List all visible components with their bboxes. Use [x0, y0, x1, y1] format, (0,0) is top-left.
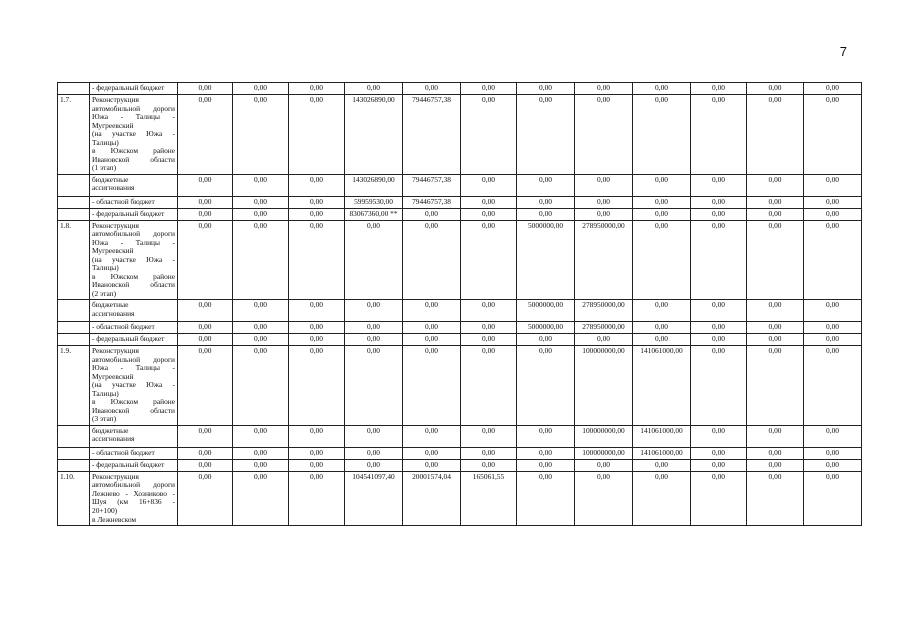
project-row [58, 471, 862, 525]
amount-cell: 0,00 [691, 447, 747, 459]
amount-cell: 0,00 [461, 208, 517, 220]
row-label [90, 459, 178, 471]
amount-cell: 0,00 [575, 459, 633, 471]
budget-subrow [58, 83, 862, 95]
amount-cell: 59959530,00 [345, 196, 403, 208]
budget-subrow [58, 196, 862, 208]
amount-cell: 0,00 [403, 208, 461, 220]
amount-cell: 0,00 [233, 322, 289, 334]
amount-cell: 5000000,00 [517, 220, 575, 300]
amount-cell: 0,00 [178, 95, 233, 175]
amount-cell: 0,00 [178, 322, 233, 334]
amount-cell: 0,00 [178, 447, 233, 459]
label-line: Реконструкция [92, 471, 139, 481]
amount-cell: 0,00 [178, 196, 233, 208]
amount-cell: 0,00 [691, 322, 747, 334]
amount-cell: 0,00 [345, 447, 403, 459]
amount-cell: 0,00 [403, 447, 461, 459]
amount-cell: 0,00 [517, 346, 575, 426]
amount-cell: 0,00 [691, 459, 747, 471]
amount-cell: 0,00 [345, 346, 403, 426]
amount-cell: 0,00 [575, 208, 633, 220]
amount-cell: 79446757,38 [403, 95, 461, 175]
budget-alloc-row [58, 425, 862, 447]
row-label [90, 334, 178, 346]
amount-cell: 0,00 [178, 220, 233, 300]
amount-cell: 0,00 [575, 95, 633, 175]
amount-cell: 0,00 [403, 334, 461, 346]
amount-cell: 278950000,00 [575, 300, 633, 322]
amount-cell: 0,00 [691, 220, 747, 300]
label-line: ассигнования [92, 434, 135, 444]
item-number [58, 425, 90, 447]
amount-cell: 0,00 [633, 95, 691, 175]
amount-cell: 0,00 [575, 83, 633, 95]
label-line: Южа - Талицы - [92, 363, 175, 373]
amount-cell: 0,00 [691, 471, 747, 525]
amount-cell: 0,00 [178, 425, 233, 447]
amount-cell: 0,00 [517, 196, 575, 208]
amount-cell: 0,00 [461, 322, 517, 334]
amount-cell: 0,00 [691, 208, 747, 220]
amount-cell: 141061000,00 [633, 447, 691, 459]
amount-cell: 0,00 [747, 208, 804, 220]
label-line: Южа - Талицы - [92, 112, 175, 122]
page-number: 7 [839, 44, 847, 59]
label-line: - федеральный бюджет [92, 208, 165, 218]
amount-cell: 0,00 [178, 471, 233, 525]
amount-cell: 0,00 [403, 425, 461, 447]
amount-cell: 0,00 [633, 83, 691, 95]
amount-cell: 83067360,00 ** [345, 208, 403, 220]
row-label [90, 83, 178, 95]
amount-cell: 0,00 [289, 220, 345, 300]
amount-cell: 0,00 [804, 174, 862, 196]
row-label [90, 196, 178, 208]
amount-cell: 143026890,00 [345, 95, 403, 175]
amount-cell: 0,00 [289, 334, 345, 346]
amount-cell: 0,00 [345, 220, 403, 300]
item-number: 1.10. [58, 471, 90, 525]
amount-cell: 0,00 [633, 322, 691, 334]
row-label [90, 346, 178, 426]
amount-cell: 0,00 [461, 346, 517, 426]
label-line: - федеральный бюджет [92, 459, 165, 469]
amount-cell: 0,00 [345, 300, 403, 322]
label-line: (на участке Южа - [92, 380, 175, 390]
amount-cell: 0,00 [747, 174, 804, 196]
amount-cell: 0,00 [517, 95, 575, 175]
amount-cell: 0,00 [517, 174, 575, 196]
amount-cell: 0,00 [289, 83, 345, 95]
amount-cell: 0,00 [403, 300, 461, 322]
budget-table [57, 82, 862, 526]
project-row [58, 220, 862, 300]
label-line: Южа - Талицы - [92, 237, 175, 247]
label-line: автомобильной дороги [92, 480, 175, 490]
amount-cell: 0,00 [289, 174, 345, 196]
budget-subrow [58, 208, 862, 220]
item-number [58, 459, 90, 471]
amount-cell: 0,00 [178, 346, 233, 426]
amount-cell: 0,00 [461, 459, 517, 471]
item-number [58, 208, 90, 220]
label-line: бюджетные [92, 425, 129, 435]
amount-cell: 0,00 [289, 300, 345, 322]
amount-cell: 0,00 [461, 334, 517, 346]
amount-cell: 0,00 [633, 300, 691, 322]
budget-subrow [58, 447, 862, 459]
amount-cell: 0,00 [233, 425, 289, 447]
amount-cell: 79446757,38 [403, 174, 461, 196]
amount-cell: 0,00 [517, 334, 575, 346]
item-number [58, 196, 90, 208]
amount-cell: 0,00 [403, 322, 461, 334]
amount-cell: 141061000,00 [633, 425, 691, 447]
amount-cell: 0,00 [633, 334, 691, 346]
label-line: (2 этап) [92, 288, 117, 298]
amount-cell: 0,00 [804, 447, 862, 459]
row-label [90, 425, 178, 447]
label-line: (на участке Южа - [92, 254, 175, 264]
label-line: автомобильной дороги [92, 229, 175, 239]
label-line: Реконструкция [92, 220, 139, 230]
row-label [90, 322, 178, 334]
amount-cell: 0,00 [233, 447, 289, 459]
amount-cell: 0,00 [633, 174, 691, 196]
amount-cell: 0,00 [804, 334, 862, 346]
label-line: Реконструкция [92, 95, 139, 104]
amount-cell: 0,00 [233, 300, 289, 322]
amount-cell: 0,00 [233, 196, 289, 208]
amount-cell: 20001574,04 [403, 471, 461, 525]
amount-cell: 0,00 [178, 83, 233, 95]
amount-cell: 0,00 [289, 471, 345, 525]
item-number [58, 174, 90, 196]
item-number [58, 334, 90, 346]
amount-cell: 0,00 [633, 459, 691, 471]
label-line: Талицы) [92, 263, 119, 273]
amount-cell: 0,00 [517, 459, 575, 471]
amount-cell: 0,00 [804, 220, 862, 300]
label-line: Ивановской области [92, 280, 175, 290]
amount-cell: 278950000,00 [575, 220, 633, 300]
amount-cell: 0,00 [461, 83, 517, 95]
budget-subrow [58, 459, 862, 471]
amount-cell: 0,00 [633, 471, 691, 525]
amount-cell: 0,00 [233, 334, 289, 346]
budget-subrow [58, 334, 862, 346]
amount-cell: 0,00 [691, 334, 747, 346]
amount-cell: 0,00 [178, 334, 233, 346]
row-label [90, 447, 178, 459]
amount-cell: 0,00 [804, 208, 862, 220]
amount-cell: 0,00 [233, 174, 289, 196]
amount-cell: 0,00 [691, 196, 747, 208]
amount-cell: 0,00 [747, 425, 804, 447]
amount-cell: 0,00 [289, 459, 345, 471]
amount-cell: 0,00 [747, 459, 804, 471]
row-label [90, 220, 178, 300]
amount-cell: 0,00 [289, 425, 345, 447]
label-line: в Лежневском [92, 514, 137, 524]
amount-cell: 0,00 [575, 174, 633, 196]
label-line: Мугреевский [92, 246, 134, 256]
row-label [90, 300, 178, 322]
amount-cell: 0,00 [691, 300, 747, 322]
amount-cell: 0,00 [403, 459, 461, 471]
amount-cell: 0,00 [178, 174, 233, 196]
amount-cell: 0,00 [461, 196, 517, 208]
amount-cell: 0,00 [575, 334, 633, 346]
amount-cell: 0,00 [747, 83, 804, 95]
row-label [90, 95, 178, 175]
amount-cell: 0,00 [289, 196, 345, 208]
amount-cell: 0,00 [804, 95, 862, 175]
item-number [58, 300, 90, 322]
amount-cell: 0,00 [691, 425, 747, 447]
label-line: Талицы) [92, 137, 119, 147]
amount-cell: 0,00 [403, 220, 461, 300]
label-line: - федеральный бюджет [92, 334, 165, 344]
amount-cell: 0,00 [575, 196, 633, 208]
label-line: 20+100) [92, 505, 118, 515]
amount-cell: 0,00 [345, 322, 403, 334]
amount-cell: 0,00 [233, 95, 289, 175]
label-line: ассигнования [92, 308, 135, 318]
label-line: в Южском районе [92, 271, 175, 281]
amount-cell: 0,00 [804, 196, 862, 208]
amount-cell: 104541097,40 [345, 471, 403, 525]
amount-cell: 0,00 [233, 83, 289, 95]
amount-cell: 0,00 [289, 95, 345, 175]
amount-cell: 0,00 [289, 322, 345, 334]
amount-cell: 278950000,00 [575, 322, 633, 334]
amount-cell: 0,00 [517, 447, 575, 459]
amount-cell: 0,00 [747, 95, 804, 175]
amount-cell: 0,00 [691, 174, 747, 196]
amount-cell: 0,00 [233, 346, 289, 426]
amount-cell: 0,00 [804, 300, 862, 322]
amount-cell: 0,00 [691, 346, 747, 426]
amount-cell: 0,00 [233, 459, 289, 471]
label-line: Талицы) [92, 388, 119, 398]
amount-cell: 0,00 [747, 447, 804, 459]
amount-cell: 0,00 [345, 425, 403, 447]
label-line: Мугреевский [92, 371, 134, 381]
amount-cell: 0,00 [804, 459, 862, 471]
amount-cell: 0,00 [747, 220, 804, 300]
label-line: (1 этап) [92, 163, 117, 173]
label-line: Лежнево - Хозниково - [92, 488, 175, 498]
amount-cell: 5000000,00 [517, 322, 575, 334]
amount-cell: 0,00 [633, 220, 691, 300]
amount-cell: 0,00 [461, 300, 517, 322]
amount-cell: 0,00 [178, 208, 233, 220]
amount-cell: 0,00 [233, 208, 289, 220]
amount-cell: 0,00 [633, 208, 691, 220]
amount-cell: 100000000,00 [575, 425, 633, 447]
label-line: в Южском районе [92, 146, 175, 156]
label-line: автомобильной дороги [92, 354, 175, 364]
project-row [58, 346, 862, 426]
amount-cell: 100000000,00 [575, 346, 633, 426]
row-label [90, 174, 178, 196]
label-line: автомобильной дороги [92, 103, 175, 113]
label-line: в Южском районе [92, 397, 175, 407]
amount-cell: 79446757,38 [403, 196, 461, 208]
amount-cell: 0,00 [747, 346, 804, 426]
label-line: (на участке Южа - [92, 129, 175, 139]
label-line: - областной бюджет [92, 447, 155, 457]
amount-cell: 0,00 [345, 459, 403, 471]
amount-cell: 0,00 [178, 300, 233, 322]
budget-subrow [58, 322, 862, 334]
amount-cell: 0,00 [403, 346, 461, 426]
amount-cell: 0,00 [804, 425, 862, 447]
amount-cell: 0,00 [517, 208, 575, 220]
amount-cell: 0,00 [804, 322, 862, 334]
label-line: Ивановской области [92, 154, 175, 164]
amount-cell: 0,00 [403, 83, 461, 95]
item-number [58, 83, 90, 95]
amount-cell: 0,00 [747, 300, 804, 322]
amount-cell: 0,00 [461, 447, 517, 459]
amount-cell: 0,00 [747, 334, 804, 346]
item-number: 1.9. [58, 346, 90, 426]
item-number: 1.7. [58, 95, 90, 175]
amount-cell: 0,00 [691, 83, 747, 95]
budget-alloc-row [58, 300, 862, 322]
label-line: (3 этап) [92, 414, 117, 424]
label-line: - федеральный бюджет [92, 83, 165, 92]
amount-cell: 0,00 [804, 83, 862, 95]
amount-cell: 0,00 [289, 346, 345, 426]
row-label [90, 471, 178, 525]
amount-cell: 0,00 [461, 95, 517, 175]
amount-cell: 0,00 [461, 220, 517, 300]
amount-cell: 0,00 [289, 447, 345, 459]
label-line: Ивановской области [92, 405, 175, 415]
label-line: Реконструкция [92, 346, 139, 356]
label-line: - областной бюджет [92, 196, 155, 206]
item-number [58, 322, 90, 334]
amount-cell: 165061,55 [461, 471, 517, 525]
amount-cell: 143026890,00 [345, 174, 403, 196]
amount-cell: 0,00 [575, 471, 633, 525]
amount-cell: 0,00 [517, 471, 575, 525]
amount-cell: 141061000,00 [633, 346, 691, 426]
amount-cell: 0,00 [233, 471, 289, 525]
label-line: бюджетные [92, 174, 129, 184]
amount-cell: 0,00 [804, 346, 862, 426]
amount-cell: 0,00 [233, 220, 289, 300]
amount-cell: 0,00 [747, 196, 804, 208]
item-number [58, 447, 90, 459]
project-row [58, 95, 862, 175]
amount-cell: 0,00 [289, 208, 345, 220]
label-line: Мугреевский [92, 120, 134, 130]
amount-cell: 100000000,00 [575, 447, 633, 459]
amount-cell: 0,00 [517, 83, 575, 95]
amount-cell: 0,00 [178, 459, 233, 471]
amount-cell: 0,00 [633, 196, 691, 208]
item-number: 1.8. [58, 220, 90, 300]
label-line: - областной бюджет [92, 322, 155, 332]
label-line: Шуя (км 16+836 - [92, 497, 175, 507]
amount-cell: 0,00 [747, 471, 804, 525]
amount-cell: 0,00 [461, 174, 517, 196]
amount-cell: 0,00 [517, 425, 575, 447]
label-line: ассигнования [92, 183, 135, 193]
amount-cell: 0,00 [804, 471, 862, 525]
row-label [90, 208, 178, 220]
amount-cell: 0,00 [747, 322, 804, 334]
amount-cell: 5000000,00 [517, 300, 575, 322]
amount-cell: 0,00 [345, 334, 403, 346]
amount-cell: 0,00 [345, 83, 403, 95]
amount-cell: 0,00 [461, 425, 517, 447]
label-line: бюджетные [92, 300, 129, 310]
budget-alloc-row [58, 174, 862, 196]
amount-cell: 0,00 [691, 95, 747, 175]
